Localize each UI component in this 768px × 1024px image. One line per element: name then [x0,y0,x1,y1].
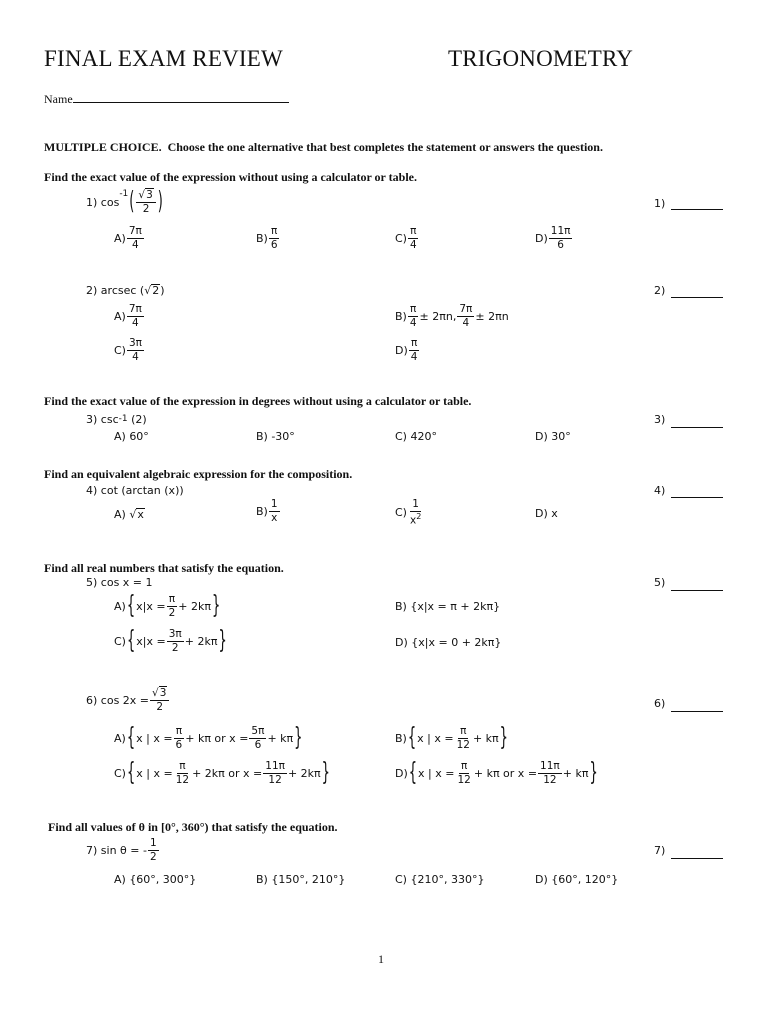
choice-label: C) [395,232,407,246]
fraction: π 4 [410,337,418,364]
answer-number: 3) [654,413,666,426]
name-blank[interactable] [73,102,289,103]
fraction: $\frac{11\pi}{12}$ [265,760,285,787]
choice-b[interactable]: B) -30° [256,430,295,443]
choice-text: x|x = [136,635,166,649]
left-brace: { [407,724,417,753]
answer-number: 6) [654,697,666,710]
question-number: 3) [86,413,98,426]
radicand: 2 [152,284,160,297]
fraction: π 6 [270,225,278,252]
choice-b[interactable] [395,304,509,329]
choice-text: + kπ or x = [185,732,249,746]
fraction: π 4 [409,225,417,252]
answer-line[interactable] [671,297,723,298]
answer-line[interactable] [671,427,723,428]
question-5 [86,577,153,588]
choice-d[interactable]: D) 30° [535,430,571,443]
choice-text: x | x = [418,767,455,781]
function-name: csc [100,413,119,426]
instructions [44,140,603,155]
choice-label: A) [114,732,126,746]
mc-label: MULTIPLE CHOICE. [44,140,162,154]
choice-text: ± 2πn, [419,310,457,324]
choice-d[interactable]: D) {x|x = 0 + 2kπ} [395,636,502,649]
choice-label: C) [395,506,407,520]
choice-text: + kπ [267,732,294,746]
choice-text: x|x = [136,600,166,614]
choice-label: A) [114,310,126,324]
choice-c[interactable]: C) 420° [395,430,437,443]
right-brace: } [499,724,508,753]
question-text: cos 2x = [100,694,150,708]
choice-text: + 2kπ [184,635,218,649]
document-title: FINAL EXAM REVIEW [44,46,283,71]
choice-d[interactable]: D) {60°, 120°} [535,873,619,886]
choice-label: B) [395,732,407,746]
right-brace: } [218,627,227,656]
left-brace: { [126,627,136,656]
left-brace: { [408,759,418,788]
choice-b[interactable] [256,499,281,524]
answer-line[interactable] [671,711,723,712]
function-name: cos [100,196,120,210]
fraction: $\frac{11\pi}{12}$ [540,760,560,787]
choice-a[interactable] [114,304,145,329]
choice-text: + 2kπ or x = [192,767,263,781]
fraction: $\frac{\pi}{12}$ [456,725,470,752]
left-paren: ( [129,188,135,217]
choice-c[interactable] [395,499,424,527]
page-number: 1 [378,952,384,966]
exponent: -1 [119,189,129,199]
right-brace: } [321,759,330,788]
section-heading: Find all real numbers that satisfy the equation. [44,561,284,575]
choice-text: + 2kπ [178,600,211,614]
choice-c[interactable] [114,629,228,654]
choice-b[interactable] [256,226,281,251]
choice-text: + kπ or x = [473,767,538,781]
question-text: sin θ = - [100,844,147,858]
choice-text: ± 2πn [475,310,509,324]
question-number: 7) [86,844,98,858]
choice-label: C) [114,344,126,358]
fraction: $\frac{\pi}{2}$ [168,593,176,620]
choice-b[interactable]: B) {150°, 210°} [256,873,346,886]
choice-label: A) [114,600,126,614]
fraction: $\frac{\pi}{6}$ [175,725,183,752]
question-number: 4) [86,484,98,497]
fraction: 1 x [270,498,278,525]
choice-label: C) [114,767,126,781]
choice-d[interactable]: D) x [535,507,558,520]
choice-label: D) [535,232,548,246]
question-text: cos x = 1 [100,576,153,589]
choice-label: D) [395,767,408,781]
choice-label: B) [256,505,268,519]
answer-line[interactable] [671,209,723,210]
question-number: 1) [86,196,98,210]
name-field[interactable] [44,92,289,107]
left-brace: { [126,724,136,753]
choice-d[interactable] [535,226,573,251]
subject-title: TRIGONOMETRY [448,46,634,71]
choice-c[interactable] [114,338,145,363]
choice-a[interactable]: A) √ x [114,507,144,521]
fraction: √3 2 [136,190,155,215]
mc-text: Choose the one alternative that best completes the statement or answers the question. [167,140,603,154]
right-brace: } [294,724,303,753]
left-brace: { [126,592,136,621]
choice-text: + 2kπ [287,767,321,781]
choice-a[interactable]: A) 60° [114,430,149,443]
answer-number: 5) [654,576,666,589]
choice-d[interactable] [395,761,599,786]
question-6 [86,688,170,713]
right-brace: } [589,759,598,788]
section-heading: Find the exact value of the expression in degrees without using a calculator or table. [44,394,472,408]
fraction: 1 2 [149,837,157,864]
answer-line[interactable] [671,858,723,859]
choice-c[interactable] [395,226,420,251]
choice-label: A) [114,507,126,521]
answer-number: 2) [654,284,666,297]
fraction: 11π 6 [550,225,571,252]
question-number: 6) [86,694,98,708]
choice-text: + kπ [562,767,589,781]
fraction: $\frac{\pi}{12}$ [175,760,190,787]
question-text: cot (arctan (x)) [100,484,184,497]
question-2: 2) arcsec ( √ 2 ) [86,283,165,297]
fraction: $\frac{3\pi}{2}$ [168,628,182,655]
choice-c[interactable]: C) {210°, 330°} [395,873,485,886]
fraction: 7π 4 [459,303,473,330]
question-text-end: ) [160,283,165,297]
answer-number: 1) [654,197,666,210]
question-text: arcsec ( [100,283,145,297]
choice-d[interactable] [395,338,420,363]
radicand: x [137,508,144,521]
choice-b[interactable]: B) {x|x = π + 2kπ} [395,600,501,613]
choice-a[interactable]: A) {60°, 300°} [114,873,197,886]
question-4 [86,485,184,496]
choice-label: A) [114,232,126,246]
fraction: π 4 [409,303,417,330]
answer-line[interactable] [671,497,723,498]
right-paren: ) [157,188,163,217]
question-3 [86,414,147,425]
choice-label: D) [395,344,408,358]
choice-b[interactable] [395,726,509,751]
answer-line[interactable] [671,590,723,591]
choice-text: x | x = [136,732,173,746]
left-brace: { [126,759,136,788]
choice-text: x | x = [417,732,454,746]
choice-label: C) [114,635,126,649]
choice-text: + kπ [472,732,499,746]
choice-label: B) [395,310,407,324]
exponent: -1 [118,414,128,424]
section-heading: Find the exact value of the expression without using a calculator or table. [44,170,417,184]
fraction: 7π 4 [128,225,142,252]
name-label: Name [44,92,73,106]
question-number: 2) [86,283,98,297]
argument: (2) [131,413,147,426]
fraction: 1 $x^2$ [409,498,422,527]
fraction: $\frac{5\pi}{6}$ [251,725,265,752]
fraction: $\frac{\pi}{12}$ [457,760,471,787]
question-number: 5) [86,576,98,589]
choice-text: x | x = [136,767,173,781]
choice-a[interactable] [114,726,303,751]
choice-a[interactable] [114,594,221,619]
fraction: 7π 4 [128,303,142,330]
choice-a[interactable] [114,226,145,251]
choice-label: B) [256,232,268,246]
section-heading: Find all values of θ in [0°, 360°) that satisfy the equation. [48,820,338,834]
question-1 [86,190,164,215]
answer-number: 4) [654,484,666,497]
choice-c[interactable] [114,761,331,786]
section-heading: Find an equivalent algebraic expression for the composition. [44,467,353,481]
right-brace: } [211,592,221,621]
question-7 [86,838,160,863]
fraction: $\frac{√3}{2}$ [150,688,169,713]
fraction: 3π 4 [128,337,142,364]
answer-number: 7) [654,844,666,857]
